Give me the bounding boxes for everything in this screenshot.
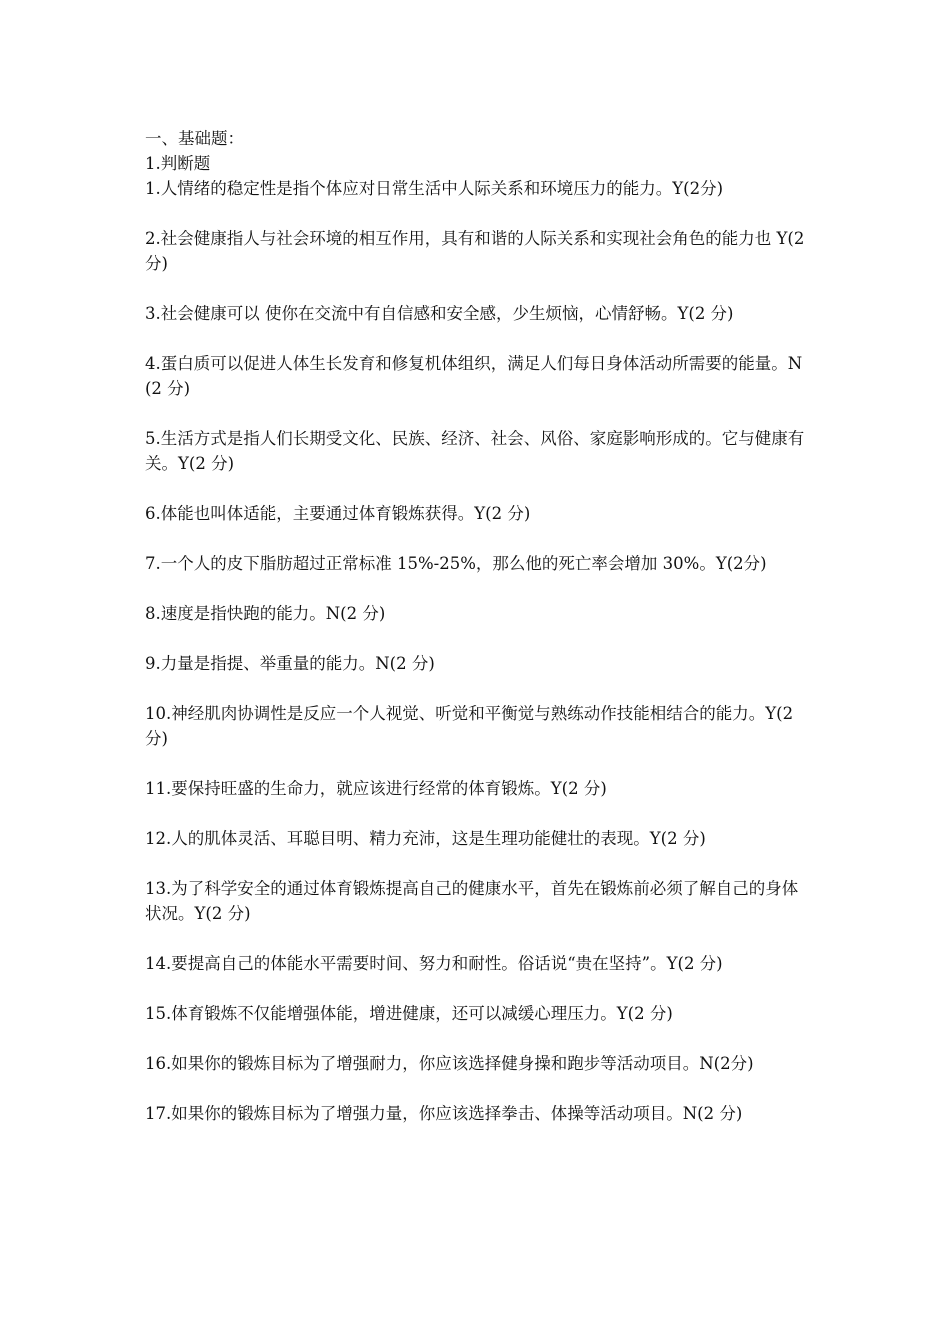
document-body	[145, 126, 810, 1151]
question-item: 1.人情绪的稳定性是指个体应对日常生活中人际关系和环境压力的能力。Y(2分)	[145, 179, 724, 198]
question-item: 7.一个人的皮下脂肪超过正常标准 15%-25%，那么他的死亡率会增加 30%。Y(2分)	[145, 554, 767, 573]
question-item: 5.生活方式是指人们长期受文化、民族、经济、社会、风俗、家庭影响形成的。它与健康有关。Y(2 分)	[145, 429, 805, 473]
question-item: 8.速度是指快跑的能力。N(2 分)	[145, 604, 386, 623]
question-item: 17.如果你的锻炼目标为了增强力量，你应该选择拳击、体操等活动项目。N(2 分)	[145, 1104, 743, 1123]
question-item: 2.社会健康指人与社会环境的相互作用，具有和谐的人际关系和实现社会角色的能力也 Y(2 分)	[145, 229, 805, 273]
question-item: 6.体能也叫体适能，主要通过体育锻炼获得。Y(2 分)	[145, 504, 531, 523]
question-item: 13.为了科学安全的通过体育锻炼提高自己的健康水平，首先在锻炼前必须了解自己的身体状况。Y(2 分)	[145, 879, 799, 923]
question-item: 10.神经肌肉协调性是反应一个人视觉、听觉和平衡觉与熟练动作技能相结合的能力。Y(2 分)	[145, 704, 794, 748]
question-item: 3.社会健康可以 使你在交流中有自信感和安全感，少生烦恼，心情舒畅。Y(2 分)	[145, 304, 734, 323]
question-item: 11.要保持旺盛的生命力，就应该进行经常的体育锻炼。Y(2 分)	[145, 779, 607, 798]
question-item: 12.人的肌体灵活、耳聪目明、精力充沛，这是生理功能健壮的表现。Y(2 分)	[145, 829, 706, 848]
question-item: 14.要提高自己的体能水平需要时间、努力和耐性。俗话说“贵在坚持”。Y(2 分)	[145, 954, 723, 973]
question-list	[145, 176, 810, 1126]
question-item: 9.力量是指提、举重量的能力。N(2 分)	[145, 654, 435, 673]
section-title: 一、基础题：	[145, 129, 244, 148]
question-item: 16.如果你的锻炼目标为了增强耐力，你应该选择健身操和跑步等活动项目。N(2分)	[145, 1054, 754, 1073]
question-item: 15.体育锻炼不仅能增强体能，增进健康，还可以减缓心理压力。Y(2 分)	[145, 1004, 673, 1023]
question-item: 4.蛋白质可以促进人体生长发育和修复机体组织，满足人们每日身体活动所需要的能量。N(2 分)	[145, 354, 803, 398]
subsection-title: 1.判断题	[145, 154, 211, 173]
